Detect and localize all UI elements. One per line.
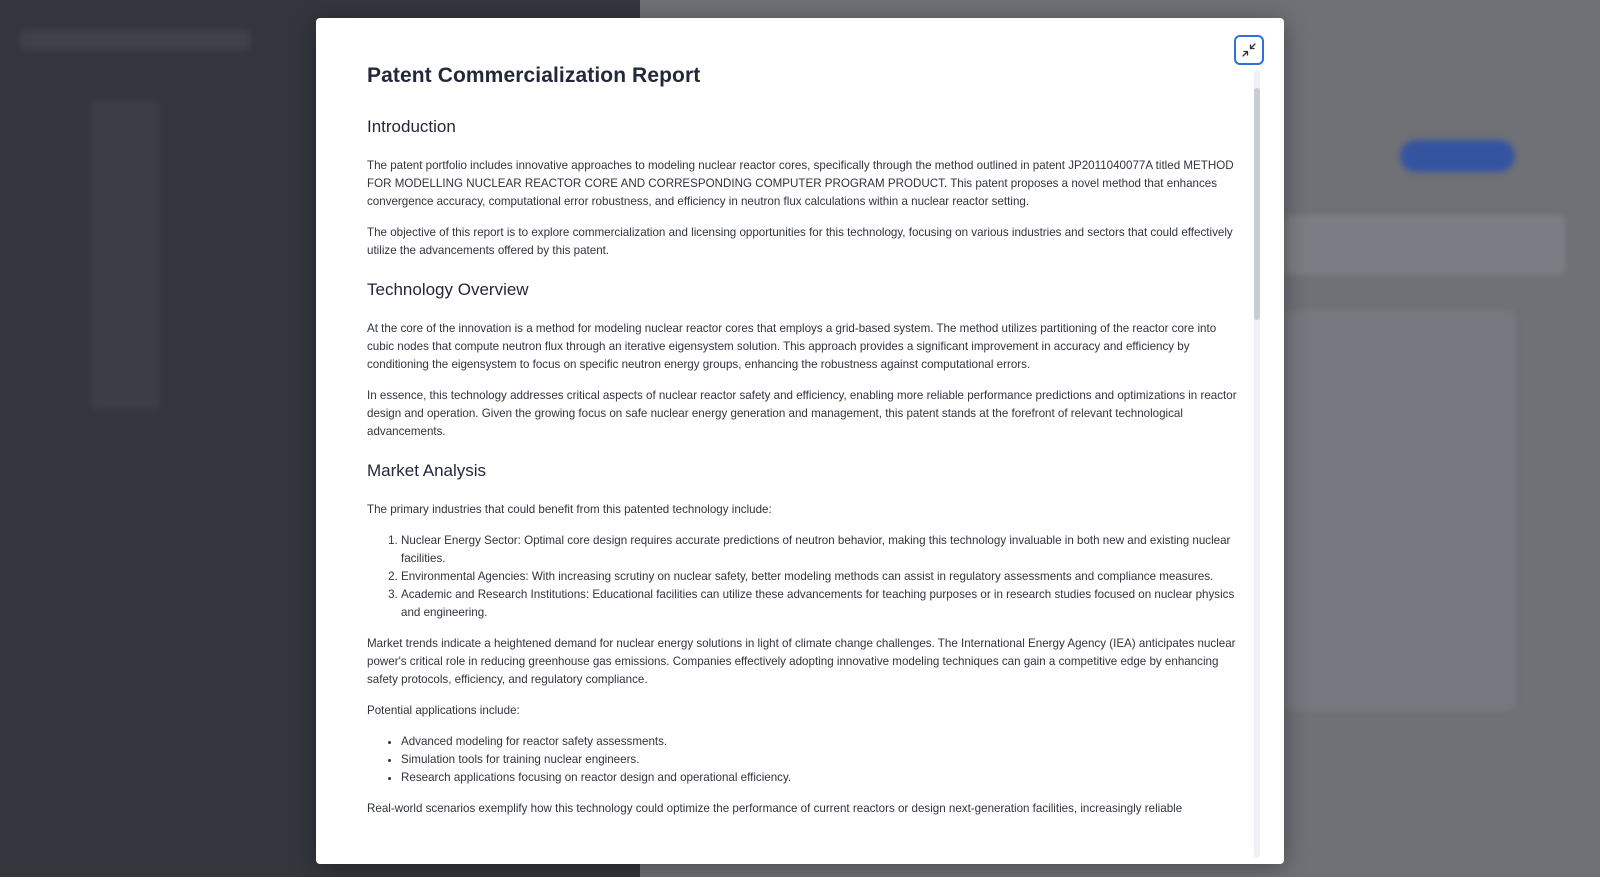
collapse-arrows-icon [1241, 42, 1257, 58]
report-title: Patent Commercialization Report [367, 64, 701, 87]
section-heading-technology: Technology Overview [367, 280, 529, 299]
report-content[interactable] [367, 98, 1237, 858]
list-item: 3. Academic and Research Institutions: Educational facilities can utilize these advancements for teaching purposes or in research studies focused on nuclear physics and engineering. [401, 586, 1237, 622]
market-trends-paragraph: Market trends indicate a heightened demand for nuclear energy solutions in light of climate change challenges. The International Energy Agency (IEA) anticipates nuclear power's critical role in reducing greenhouse gas emissions. Companies effectively adopting innovative modeling techniques can gain a competitive edge by enhancing safety protocols, efficiency, and regulatory compliance. [367, 637, 1236, 686]
introduction-paragraph-2: The objective of this report is to explore commercialization and licensing opportunities for this technology, focusing on various industries and sectors that could effectively utilize the advancements offered by this patent. [367, 226, 1233, 257]
scrollbar[interactable] [1254, 70, 1260, 858]
section-heading-introduction: Introduction [367, 117, 456, 136]
scenarios-paragraph: Real-world scenarios exemplify how this technology could optimize the performance of current reactors or design next-generation facilities, increasingly reliable [367, 802, 1183, 815]
list-item: • Simulation tools for training nuclear engineers. [401, 751, 1237, 769]
technology-paragraph-2: In essence, this technology addresses critical aspects of nuclear reactor safety and efficiency, enabling more reliable performance predictions and optimizations in reactor design and operation. Given the growing focus on safe nuclear energy generation and management, this patent stands at the forefront of relevant technological advancements. [367, 389, 1237, 438]
scrollbar-thumb[interactable] [1254, 88, 1260, 320]
list-item: 2. Environmental Agencies: With increasing scrutiny on nuclear safety, better modeling methods can assist in regulatory assessments and compliance measures. [401, 568, 1237, 586]
collapse-button[interactable] [1234, 35, 1264, 65]
list-item: • Advanced modeling for reactor safety assessments. [401, 733, 1237, 751]
section-heading-market: Market Analysis [367, 461, 487, 480]
industries-list [367, 532, 1237, 622]
list-item: • Research applications focusing on reactor design and operational efficiency. [401, 769, 1237, 787]
applications-list [367, 733, 1237, 787]
introduction-paragraph-1: The patent portfolio includes innovative approaches to modeling nuclear reactor cores, specifically through the method outlined in patent JP2011040077A titled METHOD FOR MODELLING NUCLEAR REACTOR CORE AND CORRESPONDING COMPUTER PROGRAM PRODUCT. This patent proposes a novel method that enhances convergence accuracy, computational error robustness, and efficiency in neutron flux calculations within a nuclear reactor setting. [367, 159, 1234, 208]
market-intro: The primary industries that could benefit from this patented technology include: [367, 503, 772, 516]
applications-intro: Potential applications include: [367, 704, 520, 717]
report-modal [316, 18, 1284, 864]
technology-paragraph-1: At the core of the innovation is a method for modeling nuclear reactor cores that employs a grid-based system. The method utilizes partitioning of the reactor core into cubic nodes that compute neutron flux through an iterative eigensystem solution. This approach provides a significant improvement in accuracy and efficiency by conditioning the eigensystem to focus on specific neutron energy groups, enhancing the robustness against computational errors. [367, 322, 1217, 371]
list-item: 1. Nuclear Energy Sector: Optimal core design requires accurate predictions of neutron behavior, making this technology invaluable in both new and existing nuclear facilities. [401, 532, 1237, 568]
